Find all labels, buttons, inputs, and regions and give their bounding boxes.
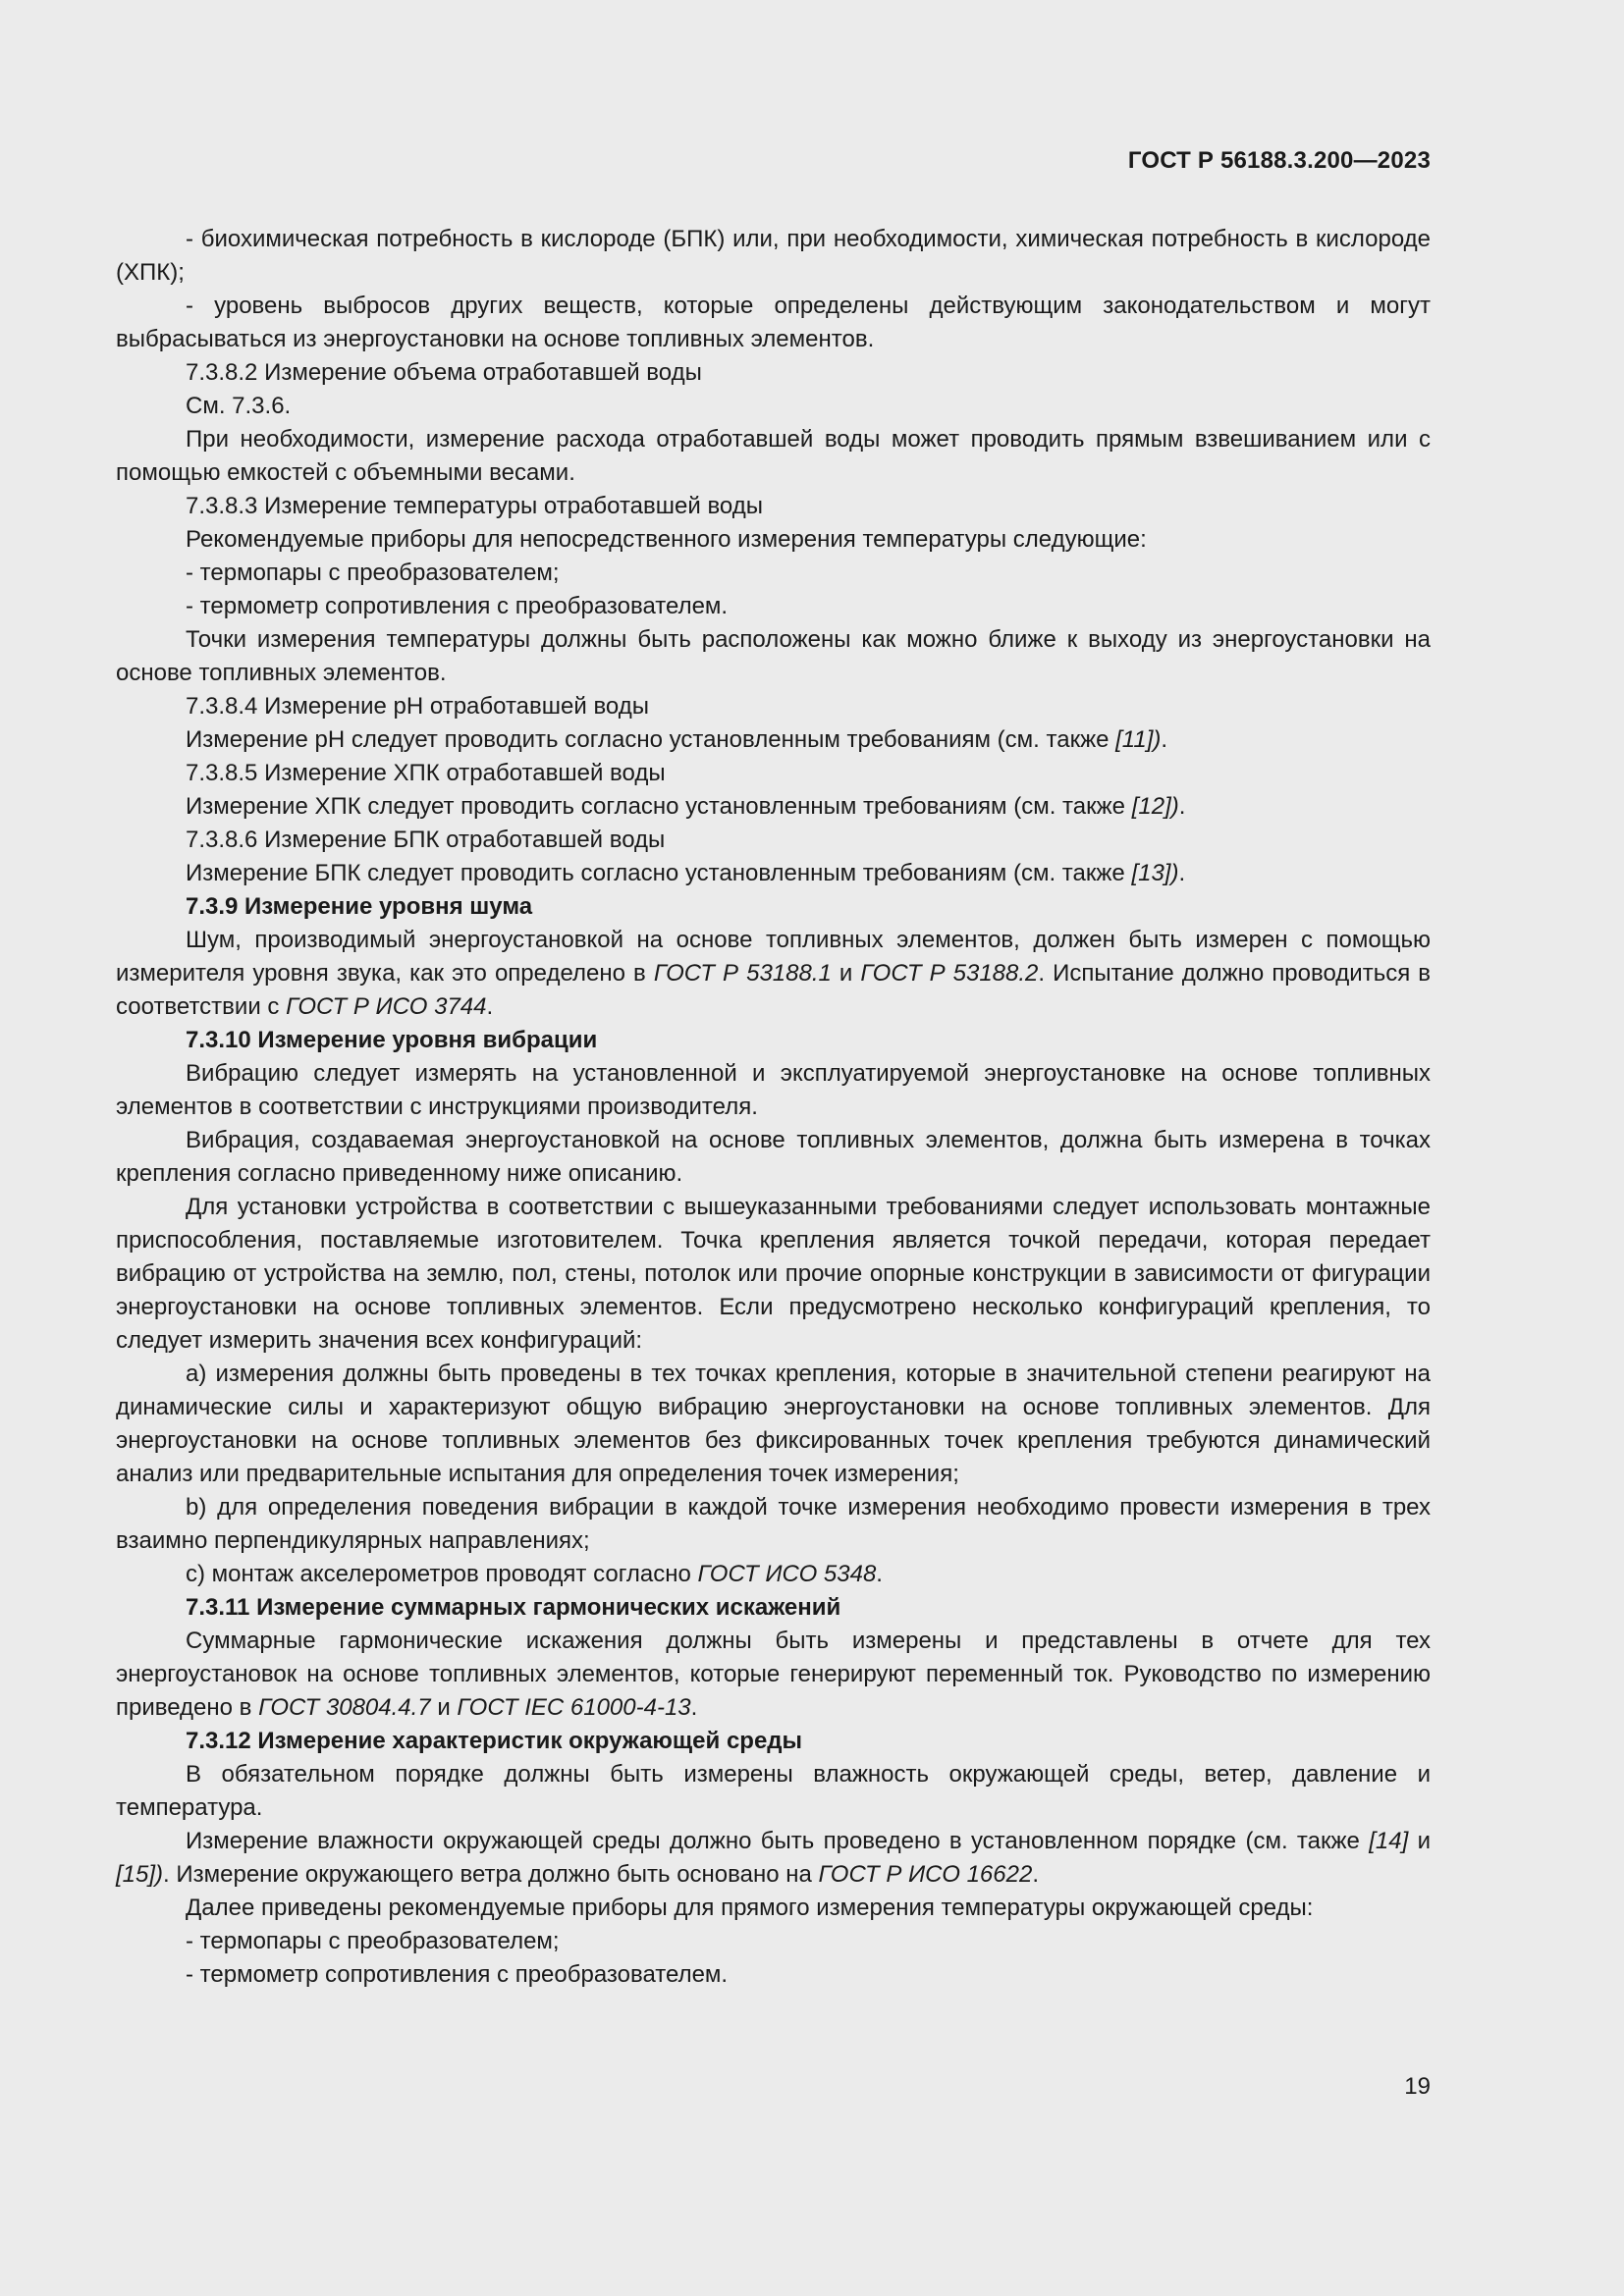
reference-12: [12]) (1131, 793, 1179, 820)
paragraph-mounting: Для установки устройства в соответствии с вышеуказанными требованиями следует использовать монтажные приспособления, поставляемые изготовителем. Точка крепления является точкой передачи, которая передает вибрацию от устройства на землю, пол, стены, потолок или прочие опорные конструкции в зависимости от фигурации энергоустановки на основе топливных элементов. Если предусмотрено несколько конфигураций крепления, то следует измерить значения всех конфигураций: (116, 1194, 1431, 1354)
section-7-3-11-heading: 7.3.11 Измерение суммарных гармонических искажений (186, 1594, 841, 1621)
paragraph-ambient-instruments: Далее приведены рекомендуемые приборы для прямого измерения температуры окружающей среды: (186, 1895, 1314, 1921)
text-run: Измерение pH следует проводить согласно установленным требованиям (см. также (186, 726, 1116, 753)
paragraph-vibration-intro: Вибрацию следует измерять на установленной и эксплуатируемой энергоустановке на основе топливных элементов в соответствии с инструкциями производителя. (116, 1060, 1431, 1120)
reference-15: [15]) (116, 1861, 164, 1888)
subsection-7-3-8-4-title: 7.3.8.4 Измерение pH отработавшей воды (186, 693, 650, 720)
standard-reference: ГОСТ Р ИСО 3744 (286, 993, 487, 1020)
paragraph-humidity-wind (116, 1825, 1431, 1892)
text-run: и (1408, 1828, 1431, 1854)
text-run: Шум, производимый энергоустановкой на основе топливных элементов, должен быть измерен с помощью измерителя уровня звука, как это определено в (116, 927, 1431, 987)
text-run: . (1178, 793, 1186, 820)
paragraph-vibration-points: Вибрация, создаваемая энергоустановкой на основе топливных элементов, должна быть измерена в точках крепления согласно приведенному ниже описанию. (116, 1127, 1431, 1187)
text-run: Измерение ХПК следует проводить согласно установленным требованиям (см. также (186, 793, 1132, 820)
text-run: Измерение БПК следует проводить согласно установленным требованиям (см. также (186, 860, 1132, 886)
standard-reference: ГОСТ Р ИСО 16622 (818, 1861, 1033, 1888)
text-run: . (1161, 726, 1168, 753)
standard-reference: ГОСТ IEC 61000-4-13 (457, 1694, 691, 1721)
subsection-7-3-8-5-title: 7.3.8.5 Измерение ХПК отработавшей воды (186, 760, 666, 786)
paragraph-cod-measurement (116, 790, 1431, 824)
subsection-7-3-8-3-title: 7.3.8.3 Измерение температуры отработавшей воды (186, 493, 763, 519)
section-7-3-9-heading: 7.3.9 Измерение уровня шума (186, 893, 533, 920)
paragraph-harmonic-distortion (116, 1625, 1431, 1725)
list-item-b: b) для определения поведения вибрации в каждой точке измерения необходимо провести измерения в трех взаимно перпендикулярных направлениях; (116, 1494, 1431, 1554)
list-item-resistance-thermometer-2: - термометр сопротивления с преобразователем. (186, 1961, 729, 1988)
paragraph-bpk-item: - биохимическая потребность в кислороде (БПК) или, при необходимости, химическая потребность в кислороде (ХПК); (116, 226, 1431, 286)
text-run: и (831, 960, 861, 987)
list-item-thermocouples-2: - термопары с преобразователем; (186, 1928, 560, 1954)
document-code-header: ГОСТ Р 56188.3.200—2023 (1127, 147, 1431, 174)
reference-13: [13]) (1131, 860, 1179, 886)
standard-reference: ГОСТ ИСО 5348 (697, 1561, 877, 1587)
list-item-thermocouples: - термопары с преобразователем; (186, 560, 560, 586)
standard-reference: ГОСТ Р 53188.1 (653, 960, 832, 987)
text-run: . (876, 1561, 883, 1587)
standard-reference: ГОСТ Р 53188.2 (860, 960, 1039, 987)
section-7-3-12-heading: 7.3.12 Измерение характеристик окружающей среды (186, 1728, 803, 1754)
paragraph-ph-measurement (116, 723, 1431, 757)
paragraph-noise-measurement (116, 924, 1431, 1024)
text-run: Измерение влажности окружающей среды должно быть проведено в установленном порядке (см. также (186, 1828, 1370, 1854)
list-item-a: а) измерения должны быть проведены в тех точках крепления, которые в значительной степени реагируют на динамические силы и характеризуют общую вибрацию энергоустановки на основе топливных элементов. Для энергоустановки на основе топливных элементов без фиксированных точек крепления требуются динамический анализ или предварительные испытания для определения точек измерения; (116, 1361, 1431, 1487)
paragraph-recommended-instruments: Рекомендуемые приборы для непосредственного измерения температуры следующие: (186, 526, 1147, 553)
text-run: . (690, 1694, 698, 1721)
text-run: . (1032, 1861, 1039, 1888)
text-run: . Испытание должно проводиться в соответствии с (116, 960, 1432, 1020)
text-run: . Измерение окружающего ветра должно быть основано на (163, 1861, 819, 1888)
reference-11: [11]) (1115, 726, 1162, 753)
document-body (116, 223, 1431, 1992)
section-7-3-10-heading: 7.3.10 Измерение уровня вибрации (186, 1027, 598, 1053)
standard-reference: ГОСТ 30804.4.7 (258, 1694, 431, 1721)
paragraph-see-7-3-6: См. 7.3.6. (186, 393, 292, 419)
paragraph-measurement-points: Точки измерения температуры должны быть расположены как можно ближе к выходу из энергоустановки на основе топливных элементов. (116, 626, 1431, 686)
paragraph-bod-measurement (116, 857, 1431, 890)
paragraph-water-volume: При необходимости, измерение расхода отработавшей воды может проводить прямым взвешиванием или с помощью емкостей с объемными весами. (116, 426, 1431, 486)
text-run: . (486, 993, 494, 1020)
page-number: 19 (1404, 2073, 1431, 2100)
text-run: и (430, 1694, 458, 1721)
subsection-7-3-8-2-title: 7.3.8.2 Измерение объема отработавшей воды (186, 359, 702, 386)
paragraph-emissions-item: - уровень выбросов других веществ, которые определены действующим законодательством и могут выбрасываться из энергоустановки на основе топливных элементов. (116, 293, 1431, 352)
list-item-c (116, 1558, 1431, 1591)
list-item-resistance-thermometer: - термометр сопротивления с преобразователем. (186, 593, 729, 619)
text-run: . (1178, 860, 1186, 886)
text-run: Суммарные гармонические искажения должны быть измерены и представлены в отчете для тех энергоустановок на основе топливных элементов, которые генерируют переменный ток. Руководство по измерению приведено в (116, 1628, 1431, 1721)
subsection-7-3-8-6-title: 7.3.8.6 Измерение БПК отработавшей воды (186, 827, 666, 853)
reference-14: [14] (1369, 1828, 1409, 1854)
text-run: c) монтаж акселерометров проводят согласно (186, 1561, 698, 1587)
paragraph-ambient-mandatory: В обязательном порядке должны быть измерены влажность окружающей среды, ветер, давление и температура. (116, 1761, 1431, 1821)
